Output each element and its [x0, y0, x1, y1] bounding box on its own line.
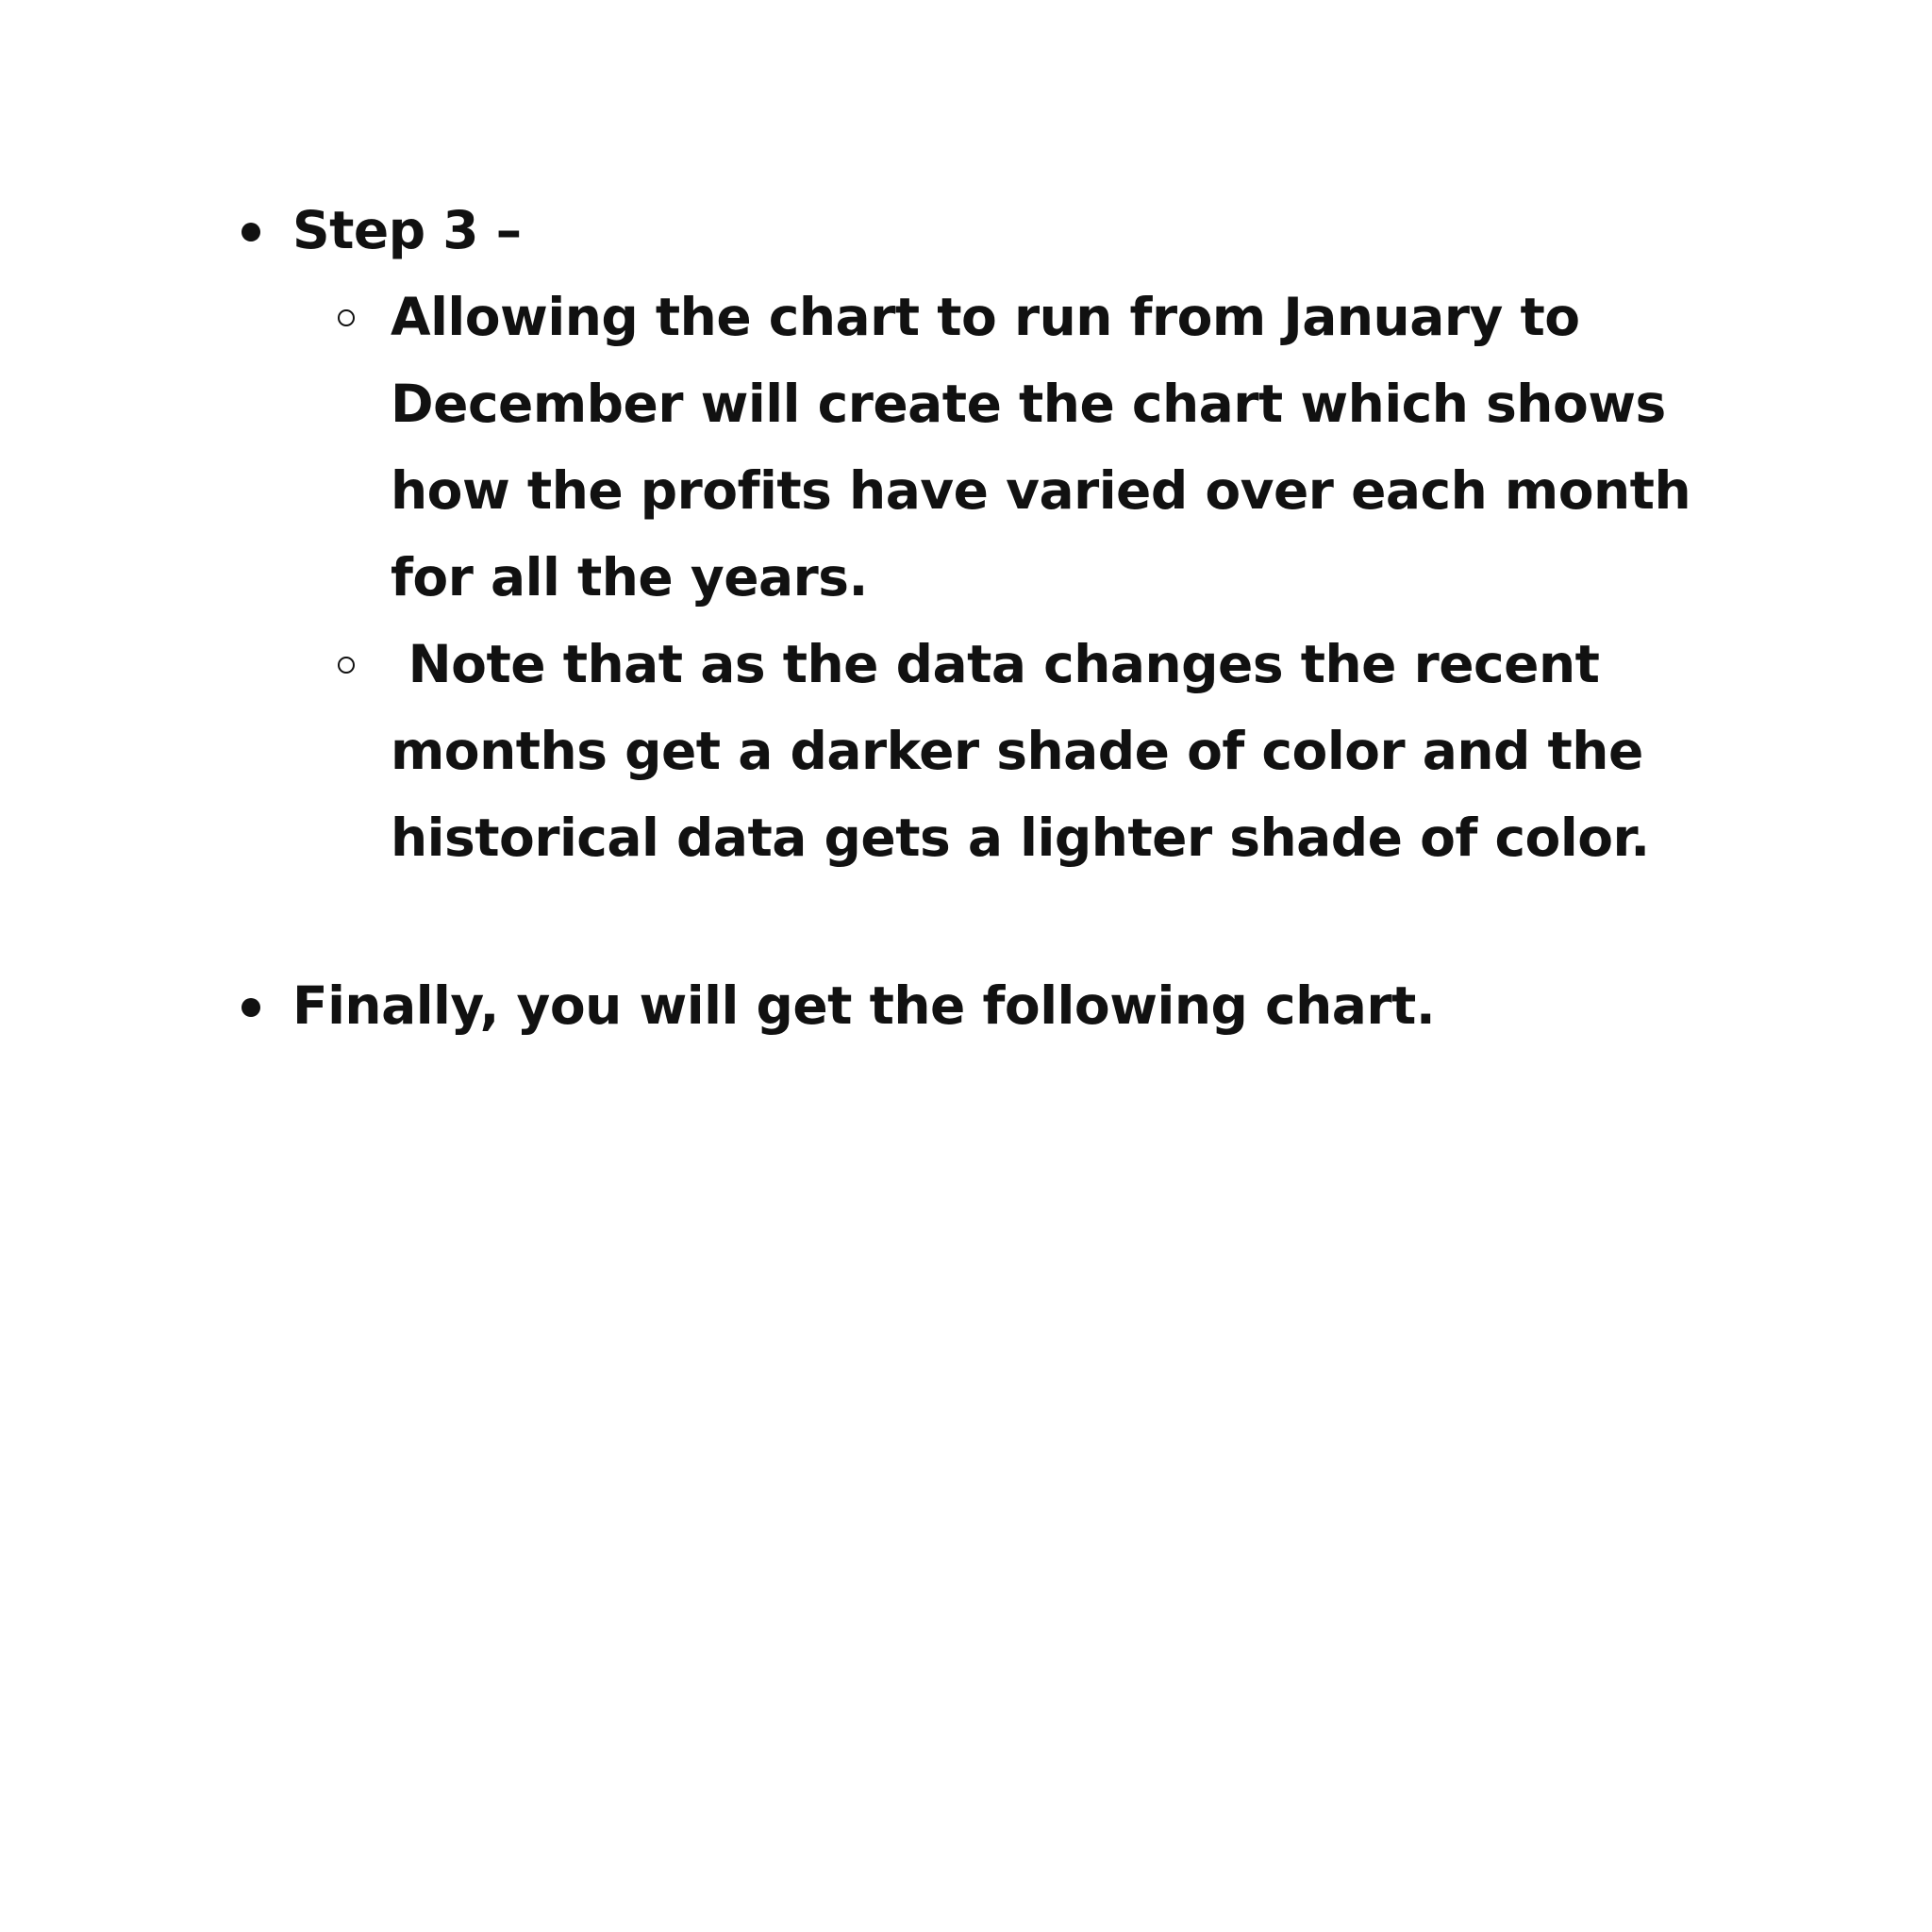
bullet-disc-icon: [242, 998, 260, 1017]
final-line: Finally, you will get the following chart.: [292, 975, 1436, 1036]
subitem-1-line-3: how the profits have varied over each month: [391, 460, 1691, 521]
subitem-2-line-3: historical data gets a lighter shade of color.: [391, 808, 1650, 868]
subitem-2-line-1: Note that as the data changes the recent: [391, 634, 1600, 694]
step-heading: Step 3 –: [292, 200, 522, 260]
subitem-1-line-4: for all the years.: [391, 547, 868, 608]
subitem-1-line-2: December will create the chart which shows: [391, 374, 1666, 434]
subitem-2-line-2: months get a darker shade of color and the: [391, 721, 1643, 781]
subitem-1-line-1: Allowing the chart to run from January to: [391, 287, 1580, 347]
bullet-circle-icon: [338, 657, 355, 674]
bullet-circle-icon: [338, 309, 355, 326]
bullet-disc-icon: [242, 223, 260, 242]
